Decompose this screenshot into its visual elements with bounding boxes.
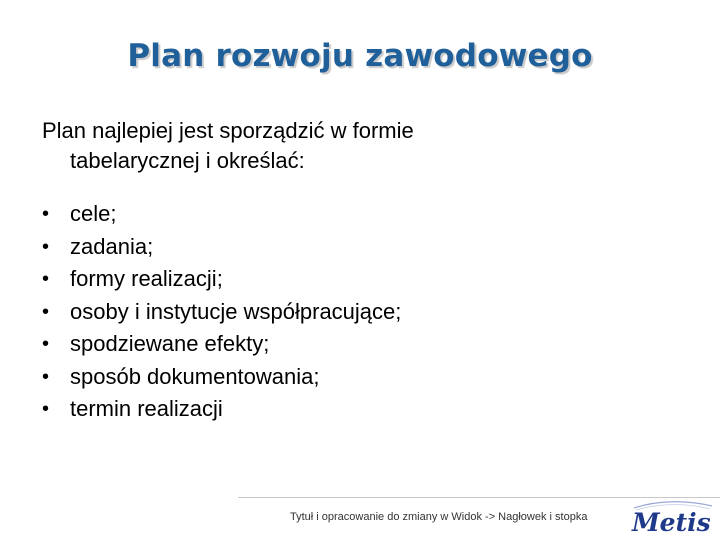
metis-logo-icon — [628, 498, 716, 538]
list-item-text: sposób dokumentowania; — [70, 363, 320, 389]
slide-title: Plan rozwoju zawodowego — [127, 38, 593, 74]
bullet-icon: • — [42, 333, 50, 355]
list-item-text: zadania; — [70, 233, 154, 259]
bullet-icon: • — [42, 235, 50, 258]
intro-line-1: Plan najlepiej jest sporządzić w formie — [42, 118, 414, 143]
list-item-text: cele; — [70, 201, 117, 226]
list-item — [42, 231, 401, 264]
list-item — [42, 328, 401, 361]
list-item-text: spodziewane efekty; — [70, 331, 270, 356]
list-item — [42, 361, 401, 394]
bullet-icon: • — [42, 268, 50, 290]
bullet-icon: • — [42, 398, 50, 420]
bullet-icon: • — [42, 300, 50, 323]
list-item — [42, 263, 401, 296]
logo-text: Metis — [632, 508, 711, 537]
bullet-list — [42, 198, 401, 426]
intro-line-2: tabelarycznej i określać: — [70, 148, 305, 173]
list-item — [42, 198, 401, 231]
footer-text: Tytuł i opracowanie do zmiany w Widok -> Nagłowek i stopka — [290, 511, 588, 523]
intro-paragraph — [42, 116, 682, 176]
list-item-text: termin realizacji — [70, 396, 223, 421]
list-item — [42, 393, 401, 426]
bullet-icon: • — [42, 203, 50, 225]
list-item-text: formy realizacji; — [70, 266, 223, 291]
bullet-icon: • — [42, 365, 50, 388]
list-item — [42, 296, 401, 329]
list-item-text: osoby i instytucje współpracujące; — [70, 298, 402, 324]
